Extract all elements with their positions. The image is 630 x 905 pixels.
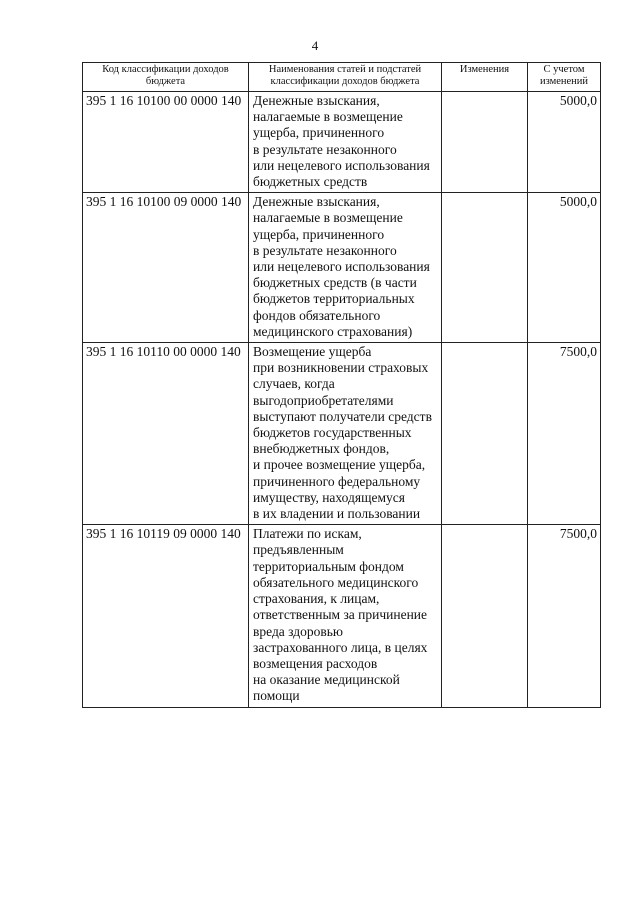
row-code: 395 1 16 10110 00 0000 140	[83, 343, 249, 525]
row-changes	[442, 92, 528, 193]
row-changes	[442, 343, 528, 525]
row-changes	[442, 525, 528, 707]
header-code: Код классификации доходов бюджета	[83, 63, 249, 92]
row-amount: 7500,0	[528, 525, 601, 707]
row-changes	[442, 193, 528, 343]
page-number: 4	[311, 38, 319, 53]
budget-revenue-table	[82, 62, 601, 708]
row-code: 395 1 16 10100 09 0000 140	[83, 193, 249, 343]
row-name: Платежи по искам, предъявленным территориальным фондом обязательного медицинского страхования, к лицам, ответственным за причинение вреда здоровью застрахованного лица, в целях возмещения расходов на оказание медицинской помощи	[249, 525, 442, 707]
row-amount: 7500,0	[528, 343, 601, 525]
table-row	[83, 193, 601, 343]
header-name: Наименования статей и подстатей классификации доходов бюджета	[249, 63, 442, 92]
row-amount: 5000,0	[528, 92, 601, 193]
table-row	[83, 525, 601, 707]
row-code: 395 1 16 10100 00 0000 140	[83, 92, 249, 193]
table-header-row	[83, 63, 601, 92]
header-changes: Изменения	[442, 63, 528, 92]
row-code: 395 1 16 10119 09 0000 140	[83, 525, 249, 707]
table-row	[83, 343, 601, 525]
row-name: Денежные взыскания, налагаемые в возмещение ущерба, причиненного в результате незаконного или нецелевого использования бюджетных средств (в части бюджетов территориальных фондов обязательного медицинского страхования)	[249, 193, 442, 343]
table-row	[83, 92, 601, 193]
header-with-changes: С учетом изменений	[528, 63, 601, 92]
row-amount: 5000,0	[528, 193, 601, 343]
row-name: Возмещение ущерба при возникновении страховых случаев, когда выгодоприобретателями выступают получатели средств бюджетов государственных внебюджетных фондов, и прочее возмещение ущерба, причиненного федеральному имуществу, находящемуся в их владении и пользовании	[249, 343, 442, 525]
row-name: Денежные взыскания, налагаемые в возмещение ущерба, причиненного в результате незаконного или нецелевого использования бюджетных средств	[249, 92, 442, 193]
